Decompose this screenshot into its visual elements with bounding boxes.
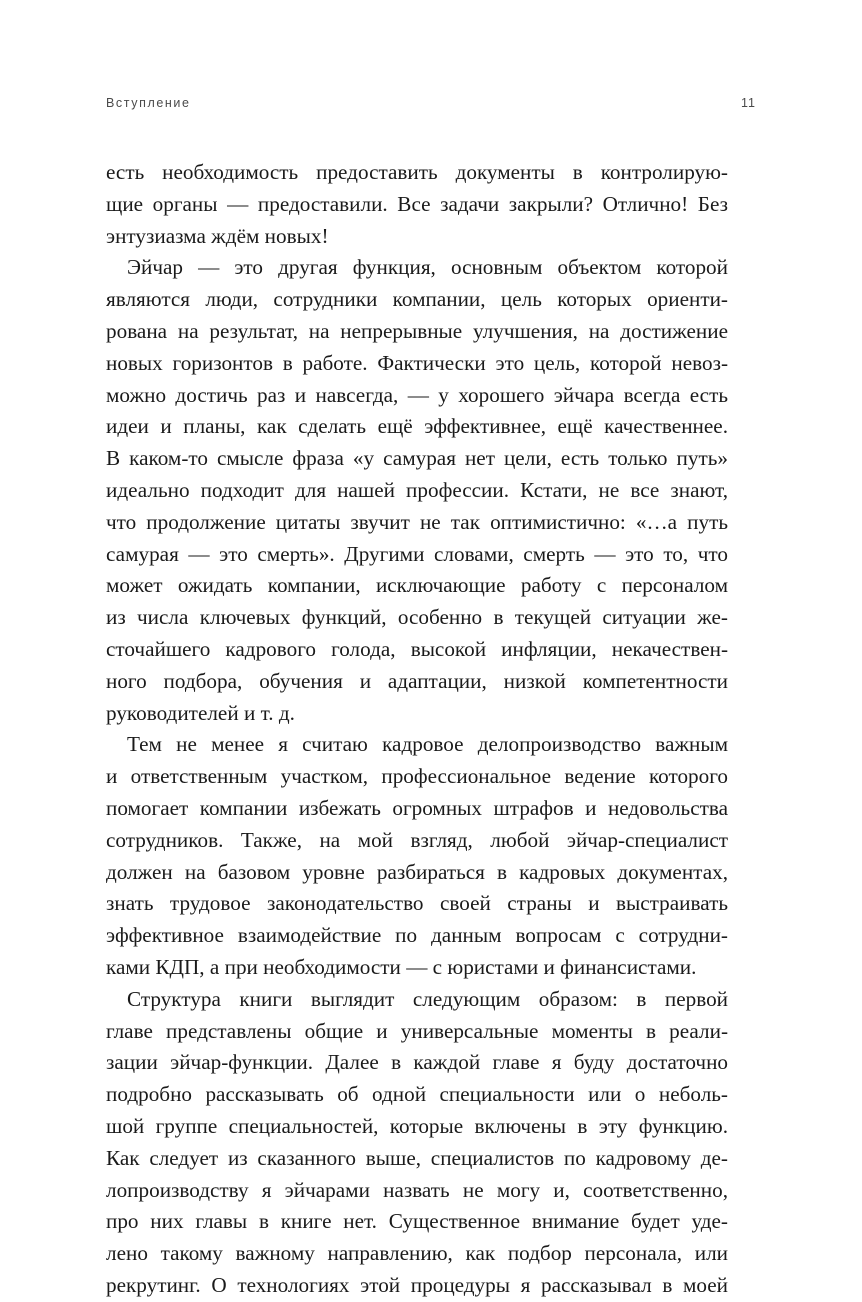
text-line: являются люди, сотрудники компании, цель которых ориенти- — [106, 287, 728, 312]
text-line: шой группе специальностей, которые включены в эту функцию. — [106, 1113, 728, 1138]
text-line: эффективное взаимодействие по данным вопросам с сотрудни- — [106, 923, 728, 948]
text-line: энтузиазма ждём новых! — [106, 223, 329, 248]
text-line: новых горизонтов в работе. Фактически это цель, которой невоз- — [106, 350, 728, 375]
text-line: Как следует из сказанного выше, специалистов по кадровому де- — [106, 1145, 728, 1170]
text-line: ного подбора, обучения и адаптации, низкой компетентности — [106, 668, 728, 693]
text-line: щие органы — предоставили. Все задачи закрыли? Отлично! Без — [106, 191, 728, 216]
section-title: Вступление — [106, 96, 191, 110]
text-line: из числа ключевых функций, особенно в текущей ситуации же- — [106, 605, 728, 630]
text-line: лопроизводству я эйчарами назвать не могу и, соответственно, — [106, 1177, 728, 1202]
text-line: есть необходимость предоставить документы в контролирую- — [106, 160, 728, 184]
page-number: 11 — [741, 96, 756, 110]
text-line: должен на базовом уровне разбираться в кадровых документах, — [106, 859, 728, 884]
text-line: рована на результат, на непрерывные улучшения, на достижение — [106, 318, 728, 343]
text-line: помогает компании избежать огромных штрафов и недовольства — [106, 795, 728, 820]
text-line: подробно рассказывать об одной специальности или о неболь- — [106, 1082, 728, 1107]
body-text — [106, 157, 728, 1302]
text-line: что продолжение цитаты звучит не так оптимистично: «…а путь — [106, 509, 728, 534]
text-line: можно достичь раз и навсегда, — у хорошего эйчара всегда есть — [106, 382, 728, 407]
text-line: лено такому важному направлению, как подбор персонала, или — [106, 1241, 728, 1266]
text-line: может ожидать компании, исключающие работу с персоналом — [106, 573, 728, 598]
text-line: Эйчар — это другая функция, основным объектом которой — [127, 255, 728, 280]
text-line: Структура книги выглядит следующим образом: в первой — [127, 986, 728, 1011]
text-line: сточайшего кадрового голода, высокой инфляции, некачествен- — [106, 636, 728, 661]
text-line: и ответственным участком, профессиональное ведение которого — [106, 764, 728, 789]
text-line: В каком-то смысле фраза «у самурая нет цели, есть только путь» — [106, 446, 728, 471]
text-line: самурая — это смерть». Другими словами, смерть — это то, что — [106, 541, 728, 566]
paragraph — [106, 729, 728, 983]
running-head — [106, 96, 756, 116]
text-line: идеально подходит для нашей профессии. Кстати, не все знают, — [106, 477, 728, 502]
text-line: знать трудовое законодательство своей страны и выстраивать — [106, 891, 728, 916]
text-line: ками КДП, а при необходимости — с юристами и финансистами. — [106, 954, 697, 979]
text-line: главе представлены общие и универсальные моменты в реали- — [106, 1018, 728, 1043]
text-line: идеи и планы, как сделать ещё эффективнее, ещё качественнее. — [106, 414, 728, 439]
text-line: Тем не менее я считаю кадровое делопроизводство важным — [127, 732, 728, 757]
text-line: рекрутинг. О технологиях этой процедуры я рассказывал в моей — [106, 1272, 728, 1297]
paragraph — [106, 984, 728, 1302]
paragraph — [106, 157, 728, 252]
text-line: сотрудников. Также, на мой взгляд, любой эйчар-специалист — [106, 827, 728, 852]
text-line: руководителей и т. д. — [106, 700, 295, 725]
text-line: зации эйчар-функции. Далее в каждой главе я буду достаточно — [106, 1050, 728, 1075]
text-line: про них главы в книге нет. Существенное внимание будет уде- — [106, 1209, 728, 1234]
paragraph — [106, 252, 728, 729]
